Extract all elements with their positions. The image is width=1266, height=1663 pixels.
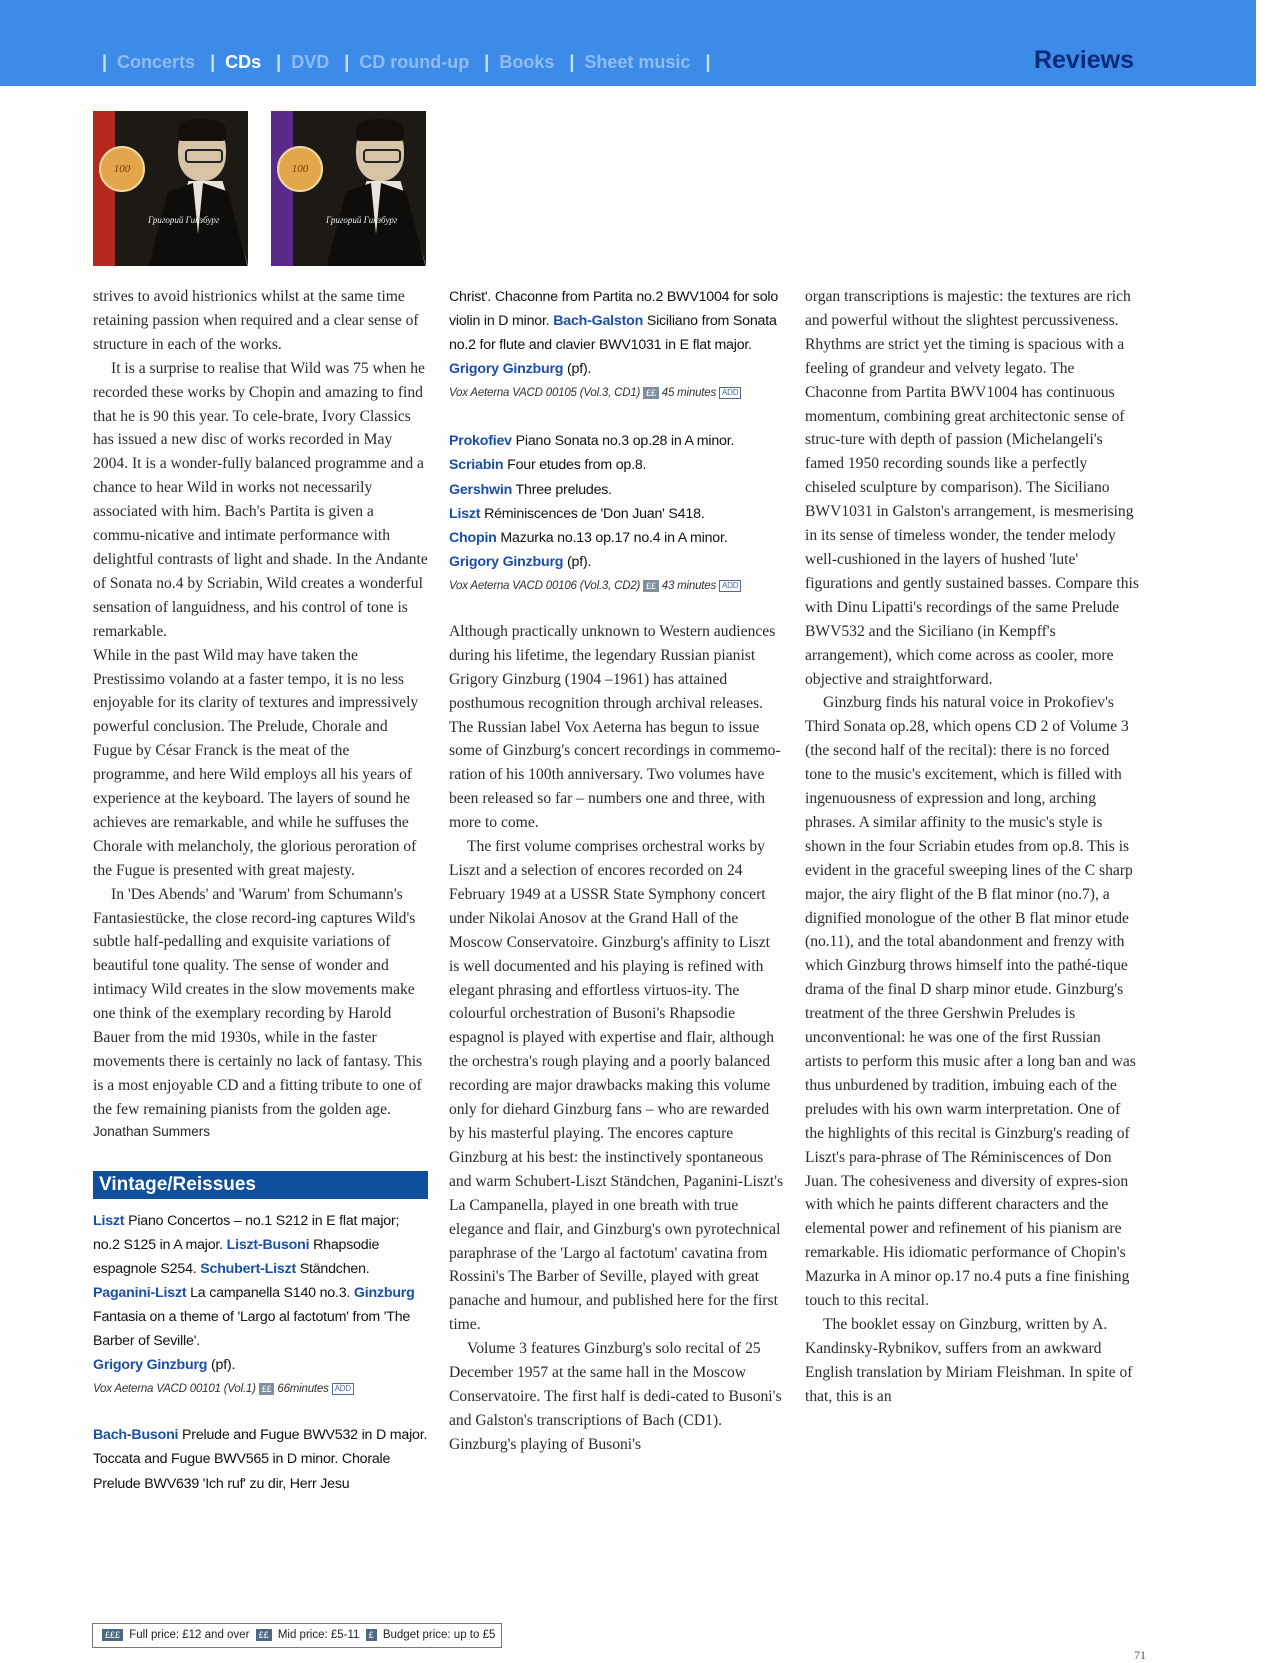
composer: Bach-Busoni xyxy=(93,1427,179,1444)
cd-cover-vol1 xyxy=(93,111,248,266)
column-1 xyxy=(93,285,428,1496)
nav-dvd[interactable]: DVD xyxy=(291,52,330,72)
composer: Ginzburg xyxy=(353,1285,415,1301)
composer: Bach-Galston xyxy=(553,313,644,330)
nav-books[interactable]: Books xyxy=(499,52,555,72)
review-body xyxy=(805,285,1140,1409)
cd-listing-vol3-cd2: Prokofiev Piano Sonata no.3 op.28 in A minor. Scriabin Four etudes from op.8. Gershwin Three preludes. Liszt Réminiscences de 'Don Juan' S418. Chopin Mazurka no.13 op.17 no.4 in A minor. Grigory Ginzburg (pf). Vox Aeterna VACD 00106 (Vol.3, CD2) ££ 43 minutes ADD xyxy=(449,429,784,598)
nav-sheet-music[interactable]: Sheet music xyxy=(584,52,691,72)
review-body xyxy=(93,285,428,1122)
performer: Grigory Ginzburg xyxy=(449,361,564,378)
cd-cover-vol3 xyxy=(271,111,426,266)
add-badge: ADD xyxy=(332,1383,354,1395)
price-badge: ££ xyxy=(643,387,659,399)
anniversary-seal-icon: 100 xyxy=(99,146,145,192)
composer: Liszt-Busoni xyxy=(226,1236,310,1253)
paragraph: The booklet essay on Ginzburg, written by A. Kandinsky-Rybnikov, suffers from an awkward English translation by Miriam Fleishman. In spite of that, this is an xyxy=(805,1315,1133,1405)
nav-cd-roundup[interactable]: CD round-up xyxy=(359,52,470,72)
cover-artist-name: Григорий Гинзбург xyxy=(326,215,398,225)
composer: Gershwin xyxy=(449,481,513,498)
price-badge: £ xyxy=(366,1629,377,1641)
paragraph: In 'Des Abends' and 'Warum' from Schumann's Fantasiestücke, the close record-ing captures Wild's subtle half-pedalling and exquisite variations of beautiful tone quality. The sense of wonder and intimacy Wild creates in the slow movements make one think of the exemplary recording by Harold Bauer from the mid 1930s, while in the faster movements there is certainly no lack of fantasy. This is a most enjoyable CD and a fitting tribute to one of the few remaining pianists from the golden age. xyxy=(93,885,423,1118)
column-2 xyxy=(449,285,784,1457)
paragraph: The first volume comprises orchestral works by Liszt and a selection of encores recorded on 24 February 1949 at a USSR State Symphony concert under Nikolai Anosov at the Grand Hall of the Moscow Conservatoire. Ginzburg's affinity to Liszt is well documented and his playing is refined with elegant phrasing and effortless virtuos-ity. The colourful orchestration of Busoni's Rhapsodie espagnol is played with expertise and flair, although the orchestra's rough playing and a poorly balanced recording are major drawbacks making this volume only for diehard Ginzburg fans – who are rewarded by his masterful playing. The encores capture Ginzburg at his best: the instinctively spontaneous and warm Schubert-Liszt Ständchen, Paganini-Liszt's La Campanella, played in one breath with true elegance and flair, and Ginzburg's own pyrotechnical paraphrase of the 'Largo al factotum' cavatina from Rossini's The Barber of Seville, played with great panache and humour, and published here for the first time. xyxy=(449,838,784,1334)
section-title: Reviews xyxy=(1033,46,1134,74)
section-nav: | Concerts | CDs | DVD | CD round-up | Books | Sheet music | xyxy=(102,52,711,72)
paragraph: Although practically unknown to Western audiences during his lifetime, the legendary Russian pianist Grigory Ginzburg (1904 –1961) has attained posthumous recognition through archival releases. The Russian label Vox Aeterna has begun to issue some of Ginzburg's concert recordings in commemo-ration of his 100th anniversary. Two volumes have been released so far – numbers one and three, with more to come. xyxy=(449,622,781,832)
add-badge: ADD xyxy=(719,580,741,592)
composer: Paganini-Liszt xyxy=(93,1285,187,1301)
composer: Chopin xyxy=(449,529,497,546)
composer: Scriabin xyxy=(449,457,504,474)
cd-listing-vol1: Liszt Piano Concertos – no.1 S212 in E flat major; no.2 S125 in A major. Liszt-Busoni Rhapsodie espagnole S254. Schubert-Liszt Ständchen. Paganini-Liszt La campanella S140 no.3. Ginzburg Fantasia on a theme of 'Largo al factotum' from 'The Barber of Seville'. Grigory Ginzburg (pf). Vox Aeterna VACD 00101 (Vol.1) ££ 66minutes ADD xyxy=(93,1209,428,1402)
paragraph: strives to avoid histrionics whilst at the same time retaining passion when required and a clear sense of structure in each of the works. xyxy=(93,288,419,353)
cd-listing-vol3-cd1-cont: Christ'. Chaconne from Partita no.2 BWV1004 for solo violin in D minor. Bach-Galston Siciliano from Sonata no.2 for flute and clavier BWV1031 in E flat major. Grigory Ginzburg (pf). Vox Aeterna VACD 00105 (Vol.3, CD1) ££ 45 minutes ADD xyxy=(449,285,784,405)
price-key: £££ Full price: £12 and over ££ Mid price: £5-11 £ Budget price: up to £5 xyxy=(92,1623,502,1648)
composer: Prokofiev xyxy=(449,433,512,450)
price-badge: ££ xyxy=(643,580,659,592)
paragraph: It is a surprise to realise that Wild was 75 when he recorded these works by Chopin and amazing to find that he is 90 this year. To cele-brate, Ivory Classics has issued a new disc of works recorded in May 2004. It is a wonder-fully balanced programme and a chance to hear Wild in works not necessarily associated with him. Bach's Partita is given a commu-nicative and intimate performance with delightful contrasts of light and shade. In the Andante of Sonata no.4 by Scriabin, Wild creates a wonderful sensation of languidness, and his control of tone is remarkable. xyxy=(93,359,428,640)
price-badge: ££ xyxy=(256,1629,272,1641)
vintage-reissues-header: Vintage/Reissues xyxy=(93,1171,428,1199)
anniversary-seal-icon: 100 xyxy=(277,146,323,192)
price-badge: ££ xyxy=(259,1383,275,1395)
nav-concerts[interactable]: Concerts xyxy=(117,52,196,72)
paragraph: While in the past Wild may have taken the Prestissimo volando at a faster tempo, it is no less enjoyable for its clarity of textures and impressively powerful conclusion. The Prelude, Chorale and Fugue by César Franck is the meat of the programme, and here Wild employs all his years of experience at the keyboard. The layers of sound he achieves are remarkable, and while he suffuses the Chorale with melancholy, the glorious peroration of the Fugue is presented with great majesty. xyxy=(93,646,419,879)
composer: Liszt xyxy=(449,505,481,522)
cover-artist-name: Григорий Гинзбург xyxy=(148,215,220,225)
column-3 xyxy=(805,285,1140,1409)
paragraph: organ transcriptions is majestic: the textures are rich and powerful without the slightest percussiveness. Rhythms are strict yet the timing is spacious with a feeling of grandeur and velvety legato. The Chaconne from Partita BWV1004 has continuous momentum, combining great architectonic sense of struc-ture with depth of passion (Michelangeli's famed 1950 recording sounds like a perfectly chiseled sculpture by comparison). The Siciliano BWV1031 in Galston's arrangement, is mesmerising in its sense of timeless wonder, the tender melody well-cushioned in the layers of hushed 'lute' figurations and gently sustained basses. Compare this with Dinu Lipatti's recordings of the same Prelude BWV532 and the Siciliano (in Kempff's arrangement), which come across as cooler, more objective and straightforward. xyxy=(805,288,1139,688)
section-header-bar xyxy=(0,0,1256,86)
nav-cds[interactable]: CDs xyxy=(225,52,262,72)
review-body xyxy=(449,620,784,1457)
price-badge: £££ xyxy=(102,1629,123,1641)
performer: Grigory Ginzburg xyxy=(93,1357,208,1374)
paragraph: Ginzburg finds his natural voice in Prokofiev's Third Sonata op.28, which opens CD 2 of Volume 3 (the second half of the recital): there is no forced tone to the music's excitement, which is filled with ingenuousness of expression and long, arching phrases. A similar affinity to the music's style is shown in the four Scriabin etudes from op.8. This is evident in the graceful sweeping lines of the C sharp major, the airy flight of the B flat minor (no.7), a dignified monologue of the other B flat minor etude (no.11), and the total abandonment and frenzy with which Ginzburg throws himself into the pathé-tique drama of the final D sharp minor etude. Ginzburg's treatment of the three Gershwin Preludes is unconventional: he was one of the first Russian artists to perform this music after a long ban and was thus unburdened by tradition, imbuing each of the preludes with his own warm interpretation. One of the highlights of this recital is Ginzburg's reading of Liszt's para-phrase of The Réminiscences of Don Juan. The cohesiveness and diversity of expres-sion with which he paints different characters and the elemental power and refinement of his pianism are remarkable. His idiomatic performance of Chopin's Mazurka in A minor op.17 no.4 puts a fine finishing touch to this recital. xyxy=(805,694,1136,1310)
performer: Grigory Ginzburg xyxy=(449,553,564,570)
reviewer-credit: Jonathan Summers xyxy=(93,1123,211,1139)
catalogue-line: Vox Aeterna VACD 00101 (Vol.1) ££ 66minutes ADD xyxy=(93,1377,428,1401)
composer: Liszt xyxy=(93,1212,125,1229)
paragraph: Volume 3 features Ginzburg's solo recital of 25 December 1957 at the same hall in the Moscow Conservatoire. The first half is dedi-cated to Busoni's and Galston's transcriptions of Bach (CD1). Ginzburg's playing of Busoni's xyxy=(449,1340,782,1453)
catalogue-line: Vox Aeterna VACD 00106 (Vol.3, CD2) ££ 43 minutes ADD xyxy=(449,574,784,598)
cd-listing-vol3-cd1: Bach-Busoni Prelude and Fugue BWV532 in D major. Toccata and Fugue BWV565 in D minor. Chorale Prelude BWV639 'Ich ruf' zu dir, Herr Jesu xyxy=(93,1427,428,1492)
catalogue-line: Vox Aeterna VACD 00105 (Vol.3, CD1) ££ 45 minutes ADD xyxy=(449,381,784,405)
composer: Schubert-Liszt xyxy=(200,1260,296,1277)
page-number: 71 xyxy=(1134,1648,1146,1662)
add-badge: ADD xyxy=(719,387,741,399)
